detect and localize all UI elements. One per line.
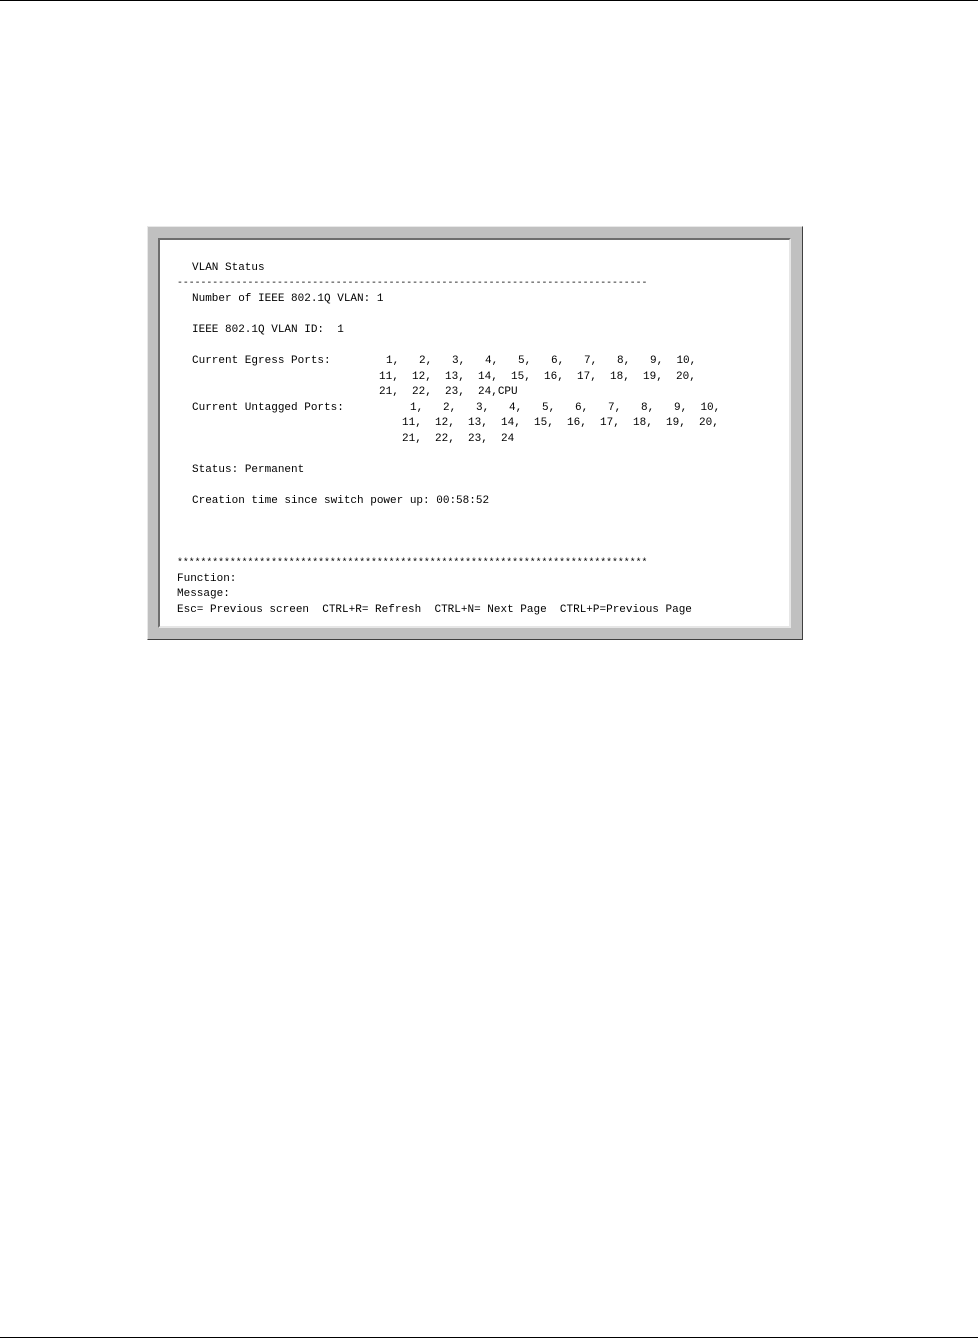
creation-time-line [192, 494, 489, 508]
console-screen [158, 238, 791, 628]
function-prompt[interactable]: Function: [177, 573, 237, 585]
esc-previous-screen-key[interactable]: Esc= Previous screen [177, 604, 310, 616]
refresh-key[interactable]: CTRL+R= Refresh [322, 604, 422, 616]
key-help-bar [177, 603, 692, 617]
screen-title: VLAN Status [192, 262, 265, 274]
vlan-count-value: 1 [376, 293, 384, 305]
title-divider: -------------------------------------------------------------------------------- [177, 277, 648, 288]
status-label: Status: [192, 464, 239, 476]
vlan-count-line [192, 292, 383, 306]
console-window [147, 226, 803, 640]
creation-time-value: 00:58:52 [436, 495, 490, 507]
status-line [192, 463, 304, 477]
untagged-ports-row: 1, 2, 3, 4, 5, 6, 7, 8, 9, 10, [410, 402, 721, 414]
status-bar-divider: ******************************************************************************** [177, 557, 648, 568]
vlan-count-label: Number of IEEE 802.1Q VLAN: [192, 293, 371, 305]
page-bottom-rule [0, 1337, 978, 1338]
untagged-ports-row: 11, 12, 13, 14, 15, 16, 17, 18, 19, 20, [402, 417, 719, 429]
previous-page-key[interactable]: CTRL+P=Previous Page [559, 604, 692, 616]
egress-ports-label: Current Egress Ports: [192, 355, 331, 367]
egress-ports-row: 21, 22, 23, 24,CPU [379, 386, 518, 398]
creation-time-label: Creation time since switch power up: [192, 495, 430, 507]
untagged-ports-label: Current Untagged Ports: [192, 402, 344, 414]
vlan-id-value: 1 [337, 324, 344, 336]
vlan-id-line [192, 323, 344, 337]
untagged-ports-row: 21, 22, 23, 24 [402, 433, 515, 445]
egress-ports-row: 1, 2, 3, 4, 5, 6, 7, 8, 9, 10, [386, 355, 697, 367]
status-value: Permanent [244, 464, 305, 476]
message-line: Message: [177, 588, 230, 600]
vlan-id-label: IEEE 802.1Q VLAN ID: [192, 324, 325, 336]
egress-ports-row: 11, 12, 13, 14, 15, 16, 17, 18, 19, 20, [379, 371, 696, 383]
next-page-key[interactable]: CTRL+N= Next Page [434, 604, 547, 616]
page-top-rule [0, 0, 978, 1]
